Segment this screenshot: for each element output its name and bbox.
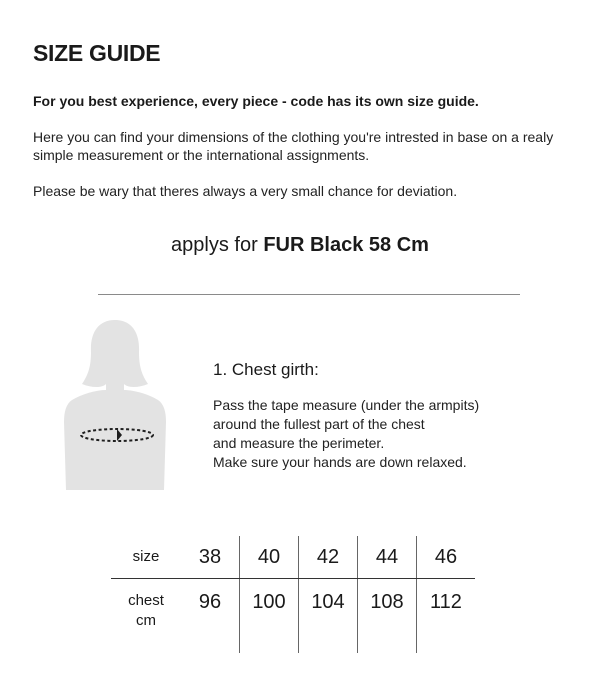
instruction-line: and measure the perimeter. [213,435,385,451]
size-row-label: size [111,536,181,579]
size-cell: 42 [299,536,358,579]
measurement-heading: 1. Chest girth: [213,360,319,379]
page-title: SIZE GUIDE [33,40,161,66]
size-cell: 38 [181,536,240,579]
product-name: FUR Black 58 Cm [263,234,429,256]
size-cell: 44 [358,536,417,579]
intro-paragraph: Here you can find your dimensions of the clothing you're intrested in base on a realy simple measurement or the international assignments. [33,129,554,163]
size-cell: 46 [417,536,476,579]
instruction-line: Make sure your hands are down relaxed. [213,454,467,470]
chest-row [111,579,475,654]
instruction-line: Pass the tape measure (under the armpits) [213,397,480,413]
chest-label: chest [128,592,164,609]
chest-cell: 108 [358,579,417,654]
chest-cell: 96 [198,591,222,613]
deviation-note: Please be wary that theres always a very small chance for deviation. [33,183,458,199]
size-cell: 40 [240,536,299,579]
torso-silhouette-with-chest-tape-icon [60,318,170,490]
product-applies-line [0,234,600,257]
instruction-line: around the fullest part of the chest [213,416,425,432]
size-chart-table [111,536,475,653]
chest-girth-instructions [213,360,573,472]
size-row [111,536,475,579]
intro-lead: For you best experience, every piece - code has its own size guide. [33,93,479,109]
section-divider [98,294,520,295]
applies-prefix: applys for [171,234,258,256]
unit-label: cm [136,612,156,629]
chest-cell: 100 [240,579,299,654]
chest-cell: 104 [299,579,358,654]
chest-cell: 112 [417,579,476,654]
chest-row-label [111,579,181,654]
